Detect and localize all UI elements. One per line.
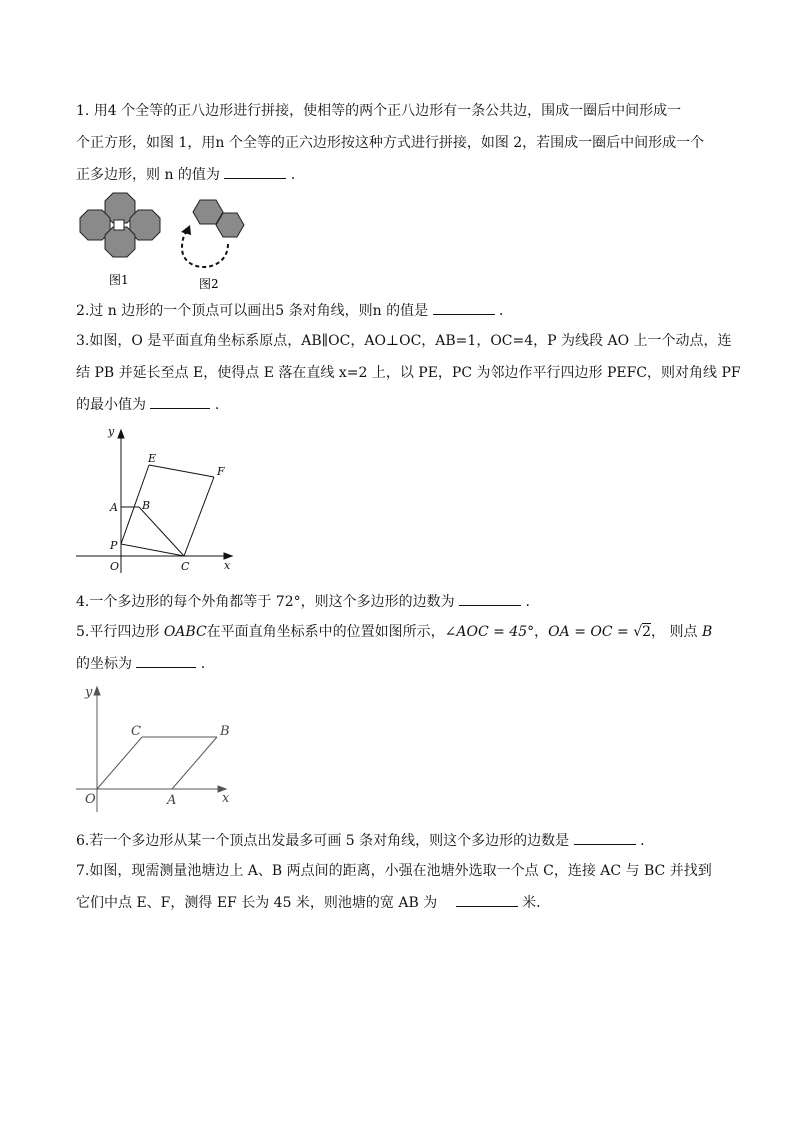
q3-line-2: 结 PB 并延长至点 E，使得点 E 落在直线 x=2 上，以 PE，PC 为邻边作平行四边形 PEFC，则对角线 PF xyxy=(76,365,741,381)
q5-label-C: C xyxy=(131,724,141,739)
q5-label-O: O xyxy=(85,792,96,807)
q1-fig2-dashed-arrow xyxy=(182,230,228,267)
q1-fig1-caption: 图1 xyxy=(109,273,129,287)
q4-answer-blank[interactable] xyxy=(459,591,521,606)
q1-line-1: 1. 用4 个全等的正八边形进行拼接，使相等的两个正八边形有一条公共边，围成一圈后中间形成一 xyxy=(76,103,682,119)
q1-line-3 xyxy=(76,164,305,185)
segment-OC xyxy=(97,737,142,789)
q5-sep: ， xyxy=(534,624,549,640)
q1-fig1-center-square xyxy=(114,220,124,230)
q3-label-B: B xyxy=(142,499,151,512)
q5-eq: OA = OC = xyxy=(548,624,634,640)
q7-line-2 xyxy=(76,892,550,913)
q5-prefix: 5.平行四边形 xyxy=(76,624,164,640)
q1-fig2-caption: 图2 xyxy=(199,277,219,291)
q1-line-3-end: ． xyxy=(290,167,305,183)
segment-FC xyxy=(184,477,214,556)
q3-label-A: A xyxy=(110,501,118,514)
q3-label-y: y xyxy=(108,425,115,438)
q5-figure xyxy=(76,684,246,814)
q3-label-P: P xyxy=(110,539,118,552)
q5-after: ， 则点 xyxy=(651,624,702,640)
q2-end: ． xyxy=(499,303,514,319)
q1-line-3-text: 正多边形，则 n 的值为 xyxy=(76,167,220,183)
q1-line-2: 个正方形，如图 1，用n 个全等的正六边形按这种方式进行拼接，如图 2，若围成一圈后中间形成一个 xyxy=(76,135,705,151)
q3-label-O: O xyxy=(110,560,120,573)
q5-angle: ∠AOC = 45° xyxy=(444,624,535,640)
q5-y-arrow-icon xyxy=(94,687,100,695)
q1-answer-blank[interactable] xyxy=(224,164,286,179)
q1-figure xyxy=(78,192,258,292)
q2-answer-blank[interactable] xyxy=(433,300,495,315)
q5-label-B: B xyxy=(220,724,230,739)
q6-line xyxy=(76,830,654,851)
q5-root: 2 xyxy=(642,624,652,640)
q6-end: ． xyxy=(640,833,655,849)
q5-line-2-end: ． xyxy=(200,656,215,672)
q2-line xyxy=(76,300,513,321)
q5-line-2 xyxy=(76,653,215,674)
arrowhead-icon xyxy=(181,225,191,235)
q7-line-2-end: 米． xyxy=(522,895,551,911)
q1-fig2-hexagons xyxy=(193,200,244,237)
q5-label-x: x xyxy=(222,791,230,806)
q5-name: OABC xyxy=(163,624,207,640)
q5-answer-blank[interactable] xyxy=(136,653,196,668)
q5-line-2-text: 的坐标为 xyxy=(76,656,132,672)
q6-answer-blank[interactable] xyxy=(574,830,636,845)
q3-line-3 xyxy=(76,394,219,415)
q3-y-arrow-icon xyxy=(118,430,124,438)
octagon-bottom xyxy=(105,227,135,257)
q7-line-1: 7.如图，现需测量池塘边上 A、B 两点间的距离，小强在池塘外选取一个点 C，连接 AC 与 BC 并找到 xyxy=(76,863,712,879)
q3-label-C: C xyxy=(181,560,190,573)
q4-end: . xyxy=(525,594,530,610)
q7-answer-blank[interactable] xyxy=(456,892,518,907)
q5-label-y: y xyxy=(85,685,93,700)
q3-label-E: E xyxy=(148,452,157,465)
q3-line-1: 3.如图，O 是平面直角坐标系原点，AB∥OC，AO⊥OC，AB=1，OC=4，P 为线段 AO 上一个动点，连 xyxy=(76,333,732,349)
q4-line xyxy=(76,591,530,612)
q5-label-A: A xyxy=(167,793,177,808)
q3-label-F: F xyxy=(217,465,225,478)
q6-text: 6.若一个多边形从某一个顶点出发最多可画 5 条对角线，则这个多边形的边数是 xyxy=(76,833,570,849)
q7-line-2-text: 它们中点 E、F，测得 EF 长为 45 米，则池塘的宽 AB 为 xyxy=(76,895,438,911)
q5-line-1 xyxy=(76,622,712,642)
segment-EF xyxy=(149,465,214,477)
sqrt-icon: √ xyxy=(633,624,643,640)
q3-answer-blank[interactable] xyxy=(150,394,210,409)
q3-figure xyxy=(72,425,242,575)
q5-point-B: B xyxy=(701,624,713,640)
q3-label-x: x xyxy=(224,559,231,572)
q3-line-3-end: . xyxy=(214,397,220,413)
segment-BA xyxy=(172,737,217,789)
q5-mid: 在平面直角坐标系中的位置如图所示， xyxy=(206,624,445,640)
q2-text: 2.过 n 边形的一个顶点可以画出5 条对角线，则n 的值是 xyxy=(76,303,429,319)
q4-text: 4.一个多边形的每个外角都等于 72°，则这个多边形的边数为 xyxy=(76,594,455,610)
q3-line-3-text: 的最小值为 xyxy=(76,397,146,413)
